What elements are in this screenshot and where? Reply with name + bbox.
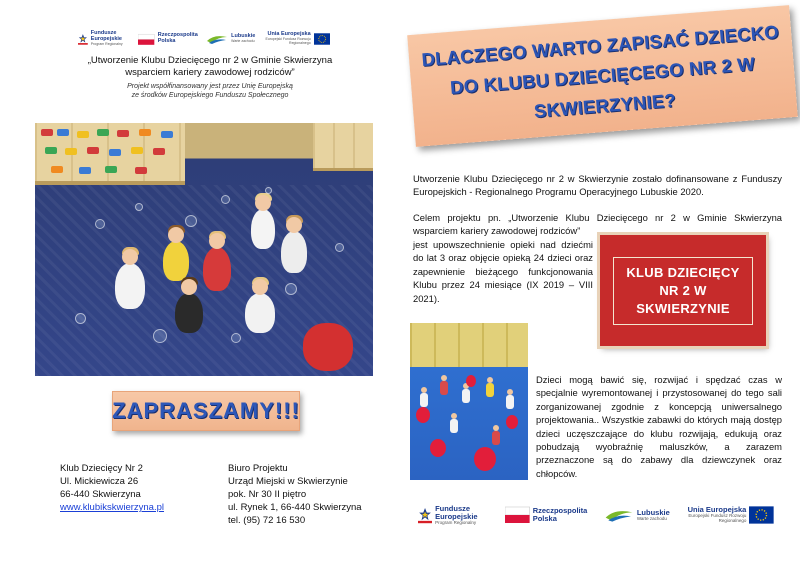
cofinancing-note-line-2: ze środków Europejskiego Funduszu Społecznego [131,92,289,99]
project-title: „Utworzenie Klubu Dziecięcego nr 2 w Gminie Skwierzyna wsparciem kariery zawodowej rodziców” [87,55,333,78]
club-city: 66-440 Skwierzyna [60,489,141,500]
child-figure [450,419,458,433]
logo-sublabel: Europejski Fundusz Rozwoju Regionalnego [688,513,747,523]
logo-label: Rzeczpospolita Polska [532,506,588,523]
project-goal-paragraph: Celem projektu pn. „Utworzenie Klubu Dziecięcego nr 2 w Gminie Skwierzyna wsparciem kariery zawodowej rodziców” [413,212,782,237]
child-figure [506,395,514,409]
children-balloons-photo [410,323,528,480]
logo-label: Lubuskie [636,507,670,517]
logo-label: Fundusze Europejskie [90,30,122,43]
soap-bubble [185,215,197,227]
office-phone: tel. (95) 72 16 530 [228,515,306,526]
child-figure [175,293,203,333]
children-bubbles-photo [35,123,373,376]
soap-bubble [285,283,297,295]
rzeczpospolita-polska-logo [138,33,206,46]
red-balloon [416,407,430,423]
toy-shelf-right [313,123,373,171]
soap-bubble [95,219,105,229]
club-name: Klub Dziecięcy Nr 2 [60,463,143,474]
room-wall [410,323,528,367]
club-contact [60,462,164,514]
child-figure [115,263,145,309]
project-office-contact [228,462,362,527]
lubuskie-logo [604,507,670,523]
child-figure [245,293,275,333]
child-figure [281,231,307,273]
logo-label: Fundusze Europejskie [435,503,478,521]
fundusze-europejskie-logo [78,31,138,46]
fe-star-icon [418,505,432,525]
soap-bubble [153,329,167,343]
logo-sublabel: Europejski Fundusz Rozwoju Regionalnego [265,37,311,45]
red-balloon [474,447,496,471]
logo-sublabel: Warte zachodu [636,515,667,521]
logo-sublabel: Warte zachodu [231,39,255,44]
zapraszamy-button[interactable]: ZAPRASZAMY!!! [112,391,300,431]
child-figure [251,209,275,249]
soap-bubble [221,195,230,204]
club-sign [600,235,766,346]
funding-paragraph: Utworzenie Klubu Dziecięcego nr 2 w Skwierzynie zostało dofinansowane z Funduszy Europejskich - Regionalnego Programu Operacyjnego Lubuskie 2020. [413,173,782,198]
logo-sublabel: Program Regionalny [90,41,123,46]
project-goal-details: jest upowszechnienie opieki nad dziećmi do lat 3 oraz objęcie opieką 24 dzieci oraz zapewnienie bieżącego funkcjonowania Klubu przez 24 miesiące (IX 2019 – VIII 2021). [413,239,593,304]
soap-bubble [135,203,143,211]
office-name: Biuro Projektu [228,463,288,474]
red-balloon [466,375,476,387]
logo-label: Unia Europejska [267,31,311,38]
cofinancing-note-line-1: Projekt współfinansowany jest przez Unię Europejską [127,83,293,90]
soap-bubble [335,243,344,252]
toy-shelf [35,123,185,185]
fe-star-icon [78,32,88,46]
top-logo-strip [78,28,330,50]
logo-sublabel: Program Regionalny [435,519,477,525]
child-figure [462,389,470,403]
soap-bubble [75,313,86,324]
rzeczpospolita-polska-logo [505,506,604,524]
lubuskie-swoosh-icon [206,33,228,45]
soap-bubble [265,187,272,194]
eu-flag-icon [749,505,774,525]
unia-europejska-logo [255,32,330,46]
logo-label: Rzeczpospolita Polska [157,32,198,44]
soap-bubble [231,333,241,343]
lubuskie-swoosh-icon [604,507,634,523]
red-balloon [506,415,518,429]
unia-europejska-logo [670,505,774,525]
office-institution: Urząd Miejski w Skwierzynie [228,476,348,487]
adult-figure [303,323,353,371]
office-room: pok. Nr 30 II piętro [228,489,307,500]
logo-label: Unia Europejska [687,505,747,515]
cofinancing-note [70,82,350,100]
headline: DLACZEGO WARTO ZAPISAĆ DZIECKO DO KLUBU DZIECIĘCEGO NR 2 W SKWIERZYNIE? [420,21,780,122]
child-figure [203,247,231,291]
club-sign-text: KLUB DZIECIĘCY NR 2 W SKWIERZYNIE [626,264,740,316]
club-street: Ul. Mickiewicza 26 [60,476,139,487]
lubuskie-logo [206,33,255,45]
child-figure [440,381,448,395]
child-figure [420,393,428,407]
bottom-logo-strip [418,500,774,530]
headline-banner [407,5,798,147]
polish-flag-icon [138,33,154,46]
club-sign-frame [613,257,753,325]
fundusze-europejskie-logo [418,505,505,525]
logo-label: Lubuskie [231,33,256,40]
eu-flag-icon [314,32,330,46]
red-balloon [430,439,446,457]
child-figure [486,383,494,397]
club-website-link[interactable]: www.klubikskwierzyna.pl [60,502,165,513]
child-figure [492,431,500,445]
child-figure [163,241,189,281]
office-address: ul. Rynek 1, 66-440 Skwierzyna [228,502,362,513]
play-room-paragraph: Dzieci mogą bawić się, rozwijać i spędzać czas w specjalnie wyremontowanej i przystosowanej do tego sali zorganizowanej zgodnie z koncepcją uniwersalnego projektowania.. Wszystkie zabawki do których mają dostęp dzieci uczęszczające do klubu rozwijają, edukują oraz pobudzają wyobraźnię maluszków, a zarazem przeznaczone są do zabawy dla dziewczynek oraz chłopców. [536,374,782,479]
polish-flag-icon [505,506,530,524]
